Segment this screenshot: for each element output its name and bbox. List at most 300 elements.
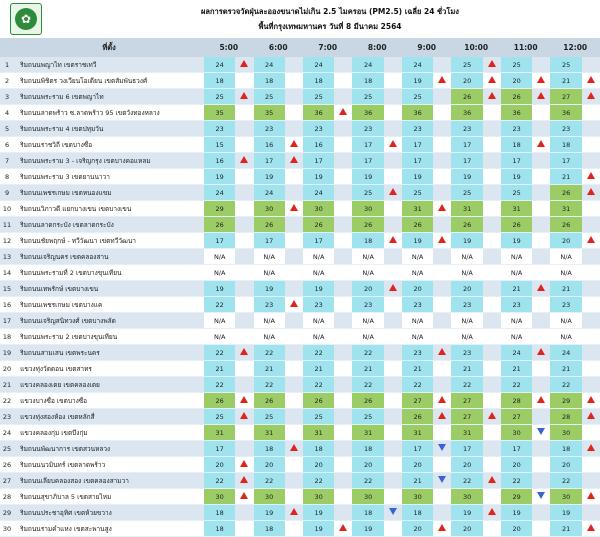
pm25-value: N/A: [550, 313, 581, 329]
pm25-value: 17: [550, 153, 581, 169]
trend-cell: [483, 521, 501, 537]
trend-cell: [285, 393, 303, 409]
pm25-value: 18: [204, 505, 235, 521]
pm25-value: 23: [303, 121, 334, 137]
trend-cell: [582, 249, 600, 265]
pm25-value: 23: [451, 345, 482, 361]
pm25-value: 21: [352, 361, 383, 377]
station-name: ริมถนนประชาอุทิศ เขตห้วยขวาง: [14, 505, 204, 521]
trend-cell: [433, 89, 451, 105]
pm25-value: 16: [254, 137, 285, 153]
pm25-value: 20: [303, 457, 334, 473]
trend-cell: [285, 409, 303, 425]
trend-cell: [433, 441, 451, 457]
pm25-value: 23: [254, 297, 285, 313]
pm25-value: 20: [550, 457, 581, 473]
trend-cell: [384, 505, 402, 521]
trend-cell: [532, 393, 550, 409]
station-name: ริมถนนเทพรักษ์ เขตบางเขน: [14, 281, 204, 297]
pm25-value: N/A: [303, 249, 334, 265]
pm25-value: 22: [451, 473, 482, 489]
trend-cell: [582, 377, 600, 393]
station-name: ริมถนนเพชรเกษม เขตหนองแขม: [14, 185, 204, 201]
pm25-value: N/A: [303, 313, 334, 329]
trend-up-icon: [587, 396, 595, 403]
table-row: [0, 137, 600, 153]
pm25-value: N/A: [451, 313, 482, 329]
pm25-value: 35: [254, 105, 285, 121]
row-number: 4: [0, 105, 14, 121]
trend-up-icon: [240, 156, 248, 163]
trend-cell: [433, 137, 451, 153]
pm25-value: 31: [550, 201, 581, 217]
pm25-value: 30: [402, 489, 433, 505]
trend-up-icon: [587, 92, 595, 99]
trend-cell: [483, 345, 501, 361]
trend-up-icon: [240, 348, 248, 355]
trend-cell: [384, 297, 402, 313]
trend-cell: [334, 201, 352, 217]
station-name: แขวงทุ่งวัดดอน เขตสาทร: [14, 361, 204, 377]
row-number: 21: [0, 377, 14, 393]
station-name: ริมถนนพญาไท เขตราชเทวี: [14, 57, 204, 73]
pm25-value: 23: [550, 297, 581, 313]
trend-cell: [285, 121, 303, 137]
trend-cell: [235, 121, 253, 137]
trend-cell: [433, 361, 451, 377]
trend-cell: [334, 361, 352, 377]
table-row: [0, 345, 600, 361]
pm25-value: N/A: [303, 329, 334, 345]
pm25-value: 24: [352, 57, 383, 73]
trend-cell: [433, 121, 451, 137]
trend-cell: [582, 361, 600, 377]
pm25-value: 36: [550, 105, 581, 121]
pm25-value: N/A: [402, 313, 433, 329]
trend-cell: [384, 217, 402, 233]
pm25-value: 15: [204, 137, 235, 153]
trend-cell: [235, 441, 253, 457]
trend-cell: [334, 441, 352, 457]
pm25-value: 28: [501, 393, 532, 409]
trend-up-icon: [438, 348, 446, 355]
trend-cell: [483, 329, 501, 345]
trend-cell: [235, 521, 253, 537]
trend-cell: [582, 265, 600, 281]
trend-cell: [433, 281, 451, 297]
trend-up-icon: [290, 444, 298, 451]
pm25-value: 26: [550, 185, 581, 201]
pm25-value: 25: [204, 89, 235, 105]
pm25-value: 21: [550, 73, 581, 89]
trend-cell: [285, 425, 303, 441]
header-time: 8:00: [352, 38, 401, 57]
pm25-value: 21: [501, 281, 532, 297]
pm25-value: N/A: [254, 249, 285, 265]
pm25-value: N/A: [402, 265, 433, 281]
pm25-value: 24: [204, 185, 235, 201]
trend-cell: [582, 201, 600, 217]
table-body: [0, 57, 600, 537]
trend-cell: [433, 393, 451, 409]
trend-cell: [532, 73, 550, 89]
pm25-value: 26: [451, 89, 482, 105]
pm25-value: 19: [303, 169, 334, 185]
pm25-value: 27: [451, 393, 482, 409]
trend-up-icon: [488, 92, 496, 99]
trend-cell: [532, 409, 550, 425]
pm25-value: 23: [352, 297, 383, 313]
trend-cell: [582, 409, 600, 425]
trend-cell: [532, 377, 550, 393]
pm25-value: 18: [402, 505, 433, 521]
pm25-value: 18: [204, 73, 235, 89]
trend-cell: [235, 233, 253, 249]
trend-cell: [285, 217, 303, 233]
trend-cell: [334, 313, 352, 329]
pm25-value: 22: [550, 473, 581, 489]
trend-cell: [483, 313, 501, 329]
trend-up-icon: [587, 444, 595, 451]
pm25-value: 17: [451, 137, 482, 153]
pm25-value: 29: [501, 489, 532, 505]
trend-up-icon: [389, 236, 397, 243]
trend-cell: [433, 249, 451, 265]
pm25-value: 23: [501, 121, 532, 137]
pm25-value: 26: [254, 393, 285, 409]
pm25-value: 23: [451, 297, 482, 313]
pm25-value: 31: [204, 425, 235, 441]
trend-cell: [334, 521, 352, 537]
trend-up-icon: [488, 76, 496, 83]
station-name: ริมถนนเพชรเกษม เขตบางแค: [14, 297, 204, 313]
trend-up-icon: [389, 188, 397, 195]
trend-cell: [334, 281, 352, 297]
trend-cell: [532, 281, 550, 297]
trend-up-icon: [240, 396, 248, 403]
trend-up-icon: [240, 460, 248, 467]
pm25-value: 21: [550, 281, 581, 297]
pm25-value: 23: [402, 345, 433, 361]
trend-down-icon: [389, 508, 397, 515]
row-number: 12: [0, 233, 14, 249]
trend-cell: [433, 505, 451, 521]
pm25-value: N/A: [501, 265, 532, 281]
pm25-value: 19: [550, 505, 581, 521]
pm25-value: 23: [204, 121, 235, 137]
pm25-value: 25: [254, 409, 285, 425]
pm25-value: 22: [352, 345, 383, 361]
trend-cell: [384, 281, 402, 297]
trend-up-icon: [438, 524, 446, 531]
trend-cell: [582, 185, 600, 201]
pm25-value: 22: [303, 377, 334, 393]
station-name: ริมถนนพัฒนาการ เขตสวนหลวง: [14, 441, 204, 457]
trend-up-icon: [537, 76, 545, 83]
pm25-value: 24: [303, 185, 334, 201]
trend-cell: [483, 217, 501, 233]
pm25-value: 21: [550, 521, 581, 537]
trend-cell: [384, 169, 402, 185]
trend-cell: [384, 137, 402, 153]
trend-cell: [582, 233, 600, 249]
row-number: 22: [0, 393, 14, 409]
pm25-value: 25: [402, 89, 433, 105]
table-row: [0, 377, 600, 393]
trend-cell: [384, 521, 402, 537]
pm25-value: 17: [402, 441, 433, 457]
pm25-value: 25: [451, 185, 482, 201]
trend-cell: [384, 329, 402, 345]
row-number: 13: [0, 249, 14, 265]
trend-cell: [433, 473, 451, 489]
trend-cell: [532, 137, 550, 153]
trend-cell: [532, 201, 550, 217]
pm25-value: 22: [204, 345, 235, 361]
row-number: 16: [0, 297, 14, 313]
trend-cell: [334, 121, 352, 137]
trend-cell: [334, 377, 352, 393]
trend-cell: [235, 425, 253, 441]
trend-cell: [483, 121, 501, 137]
pm25-value: 22: [254, 345, 285, 361]
row-number: 18: [0, 329, 14, 345]
pm25-value: 22: [303, 473, 334, 489]
pm25-value: 31: [303, 425, 334, 441]
pm25-value: 18: [254, 441, 285, 457]
trend-cell: [384, 249, 402, 265]
trend-cell: [433, 265, 451, 281]
row-number: 29: [0, 505, 14, 521]
pm25-value: 30: [550, 425, 581, 441]
trend-cell: [285, 345, 303, 361]
pm25-value: 22: [501, 377, 532, 393]
trend-cell: [384, 441, 402, 457]
pm25-value: 19: [303, 281, 334, 297]
trend-cell: [532, 425, 550, 441]
pm25-value: 27: [451, 409, 482, 425]
trend-cell: [384, 345, 402, 361]
trend-up-icon: [537, 396, 545, 403]
trend-up-icon: [488, 60, 496, 67]
trend-cell: [235, 473, 253, 489]
station-name: ริมถนนพระราม 3 เขตยานนาวา: [14, 169, 204, 185]
pm25-value: N/A: [402, 329, 433, 345]
pm25-value: 18: [303, 73, 334, 89]
pm25-value: N/A: [352, 313, 383, 329]
trend-cell: [483, 73, 501, 89]
pm25-value: 24: [254, 185, 285, 201]
trend-cell: [235, 489, 253, 505]
table-row: [0, 169, 600, 185]
pm25-value: N/A: [204, 313, 235, 329]
trend-cell: [334, 153, 352, 169]
pm25-value: 20: [204, 457, 235, 473]
pm25-value: 23: [501, 297, 532, 313]
pm25-value: 22: [303, 345, 334, 361]
pm25-value: 31: [451, 201, 482, 217]
row-number: 17: [0, 313, 14, 329]
trend-cell: [433, 329, 451, 345]
trend-cell: [285, 457, 303, 473]
pm25-value: 25: [204, 409, 235, 425]
trend-cell: [433, 345, 451, 361]
trend-up-icon: [290, 300, 298, 307]
trend-cell: [433, 217, 451, 233]
station-name: ริมถนนพระราม 4 เขตปทุมวัน: [14, 121, 204, 137]
trend-up-icon: [240, 476, 248, 483]
station-name: ริมถนนวิภาวดี แยกบางเขน เขตบางเขน: [14, 201, 204, 217]
trend-cell: [384, 361, 402, 377]
pm25-value: 21: [402, 473, 433, 489]
pm25-value: 19: [254, 281, 285, 297]
pm25-value: 30: [303, 201, 334, 217]
row-number: 1: [0, 57, 14, 73]
pm25-value: 19: [402, 169, 433, 185]
trend-cell: [483, 137, 501, 153]
trend-up-icon: [339, 108, 347, 115]
pm25-value: N/A: [254, 313, 285, 329]
trend-cell: [384, 425, 402, 441]
pm25-value: 20: [451, 521, 482, 537]
trend-cell: [532, 169, 550, 185]
header-station: ที่ตั้ง: [14, 38, 204, 57]
trend-cell: [483, 265, 501, 281]
pm25-value: 17: [501, 441, 532, 457]
trend-cell: [582, 425, 600, 441]
trend-cell: [532, 489, 550, 505]
trend-cell: [483, 153, 501, 169]
pm25-value: 30: [303, 489, 334, 505]
trend-cell: [582, 57, 600, 73]
pm25-value: 23: [402, 297, 433, 313]
trend-cell: [532, 297, 550, 313]
trend-cell: [285, 233, 303, 249]
trend-cell: [235, 73, 253, 89]
table-row: [0, 153, 600, 169]
trend-cell: [582, 297, 600, 313]
station-name: แขวงทุ่งสองห้อง เขตหลักสี่: [14, 409, 204, 425]
trend-up-icon: [537, 284, 545, 291]
trend-up-icon: [290, 156, 298, 163]
trend-up-icon: [438, 204, 446, 211]
trend-cell: [483, 57, 501, 73]
pm25-value: 30: [254, 201, 285, 217]
pm25-value: 27: [402, 393, 433, 409]
station-name: ริมถนนสามเสน เขตพระนคร: [14, 345, 204, 361]
table-header-row: [0, 38, 600, 57]
pm25-table: [0, 38, 600, 537]
pm25-value: 31: [451, 425, 482, 441]
trend-cell: [235, 265, 253, 281]
trend-cell: [235, 105, 253, 121]
trend-cell: [334, 89, 352, 105]
pm25-value: 20: [501, 521, 532, 537]
pm25-value: 21: [254, 361, 285, 377]
trend-cell: [532, 473, 550, 489]
trend-cell: [483, 169, 501, 185]
table-row: [0, 281, 600, 297]
trend-cell: [582, 169, 600, 185]
trend-cell: [285, 441, 303, 457]
row-number: 11: [0, 217, 14, 233]
pm25-value: 22: [204, 297, 235, 313]
station-name: ริมถนนลาดกระบัง เขตลาดกระบัง: [14, 217, 204, 233]
pm25-value: 17: [402, 153, 433, 169]
table-row: [0, 393, 600, 409]
row-number: 15: [0, 281, 14, 297]
trend-up-icon: [587, 524, 595, 531]
trend-up-icon: [389, 284, 397, 291]
trend-cell: [235, 217, 253, 233]
trend-cell: [532, 505, 550, 521]
pm25-value: 19: [303, 521, 334, 537]
trend-cell: [334, 457, 352, 473]
row-number: 9: [0, 185, 14, 201]
pm25-value: 21: [402, 361, 433, 377]
trend-up-icon: [438, 236, 446, 243]
trend-cell: [235, 377, 253, 393]
trend-cell: [433, 153, 451, 169]
pm25-value: 22: [451, 377, 482, 393]
trend-cell: [384, 377, 402, 393]
trend-cell: [582, 217, 600, 233]
pm25-value: 28: [550, 409, 581, 425]
pm25-value: 26: [501, 89, 532, 105]
trend-cell: [483, 185, 501, 201]
pm25-value: 18: [303, 441, 334, 457]
trend-cell: [285, 73, 303, 89]
trend-cell: [433, 57, 451, 73]
trend-cell: [235, 89, 253, 105]
trend-up-icon: [488, 412, 496, 419]
pm25-value: 30: [352, 489, 383, 505]
trend-cell: [483, 393, 501, 409]
trend-cell: [235, 201, 253, 217]
trend-cell: [483, 505, 501, 521]
trend-cell: [582, 105, 600, 121]
trend-cell: [334, 137, 352, 153]
pm25-value: N/A: [352, 249, 383, 265]
pm25-value: 18: [352, 505, 383, 521]
pm25-value: 19: [402, 233, 433, 249]
pm25-value: 17: [501, 153, 532, 169]
trend-cell: [285, 521, 303, 537]
pm25-value: 18: [352, 73, 383, 89]
trend-cell: [285, 329, 303, 345]
trend-cell: [532, 233, 550, 249]
pm25-value: 25: [303, 89, 334, 105]
row-number: 23: [0, 409, 14, 425]
trend-cell: [235, 505, 253, 521]
trend-up-icon: [240, 60, 248, 67]
trend-up-icon: [290, 508, 298, 515]
station-name: ริมถนนชัยพฤกษ์ - ทวีวัฒนา เขตทวีวัฒนา: [14, 233, 204, 249]
trend-cell: [433, 233, 451, 249]
table-row: [0, 217, 600, 233]
trend-up-icon: [290, 140, 298, 147]
row-number: 14: [0, 265, 14, 281]
trend-up-icon: [587, 172, 595, 179]
table-row: [0, 441, 600, 457]
table-row: [0, 89, 600, 105]
table-row: [0, 489, 600, 505]
pm25-value: 20: [352, 281, 383, 297]
trend-cell: [235, 249, 253, 265]
pm25-value: 26: [254, 217, 285, 233]
table-row: [0, 121, 600, 137]
pm25-value: 20: [451, 457, 482, 473]
